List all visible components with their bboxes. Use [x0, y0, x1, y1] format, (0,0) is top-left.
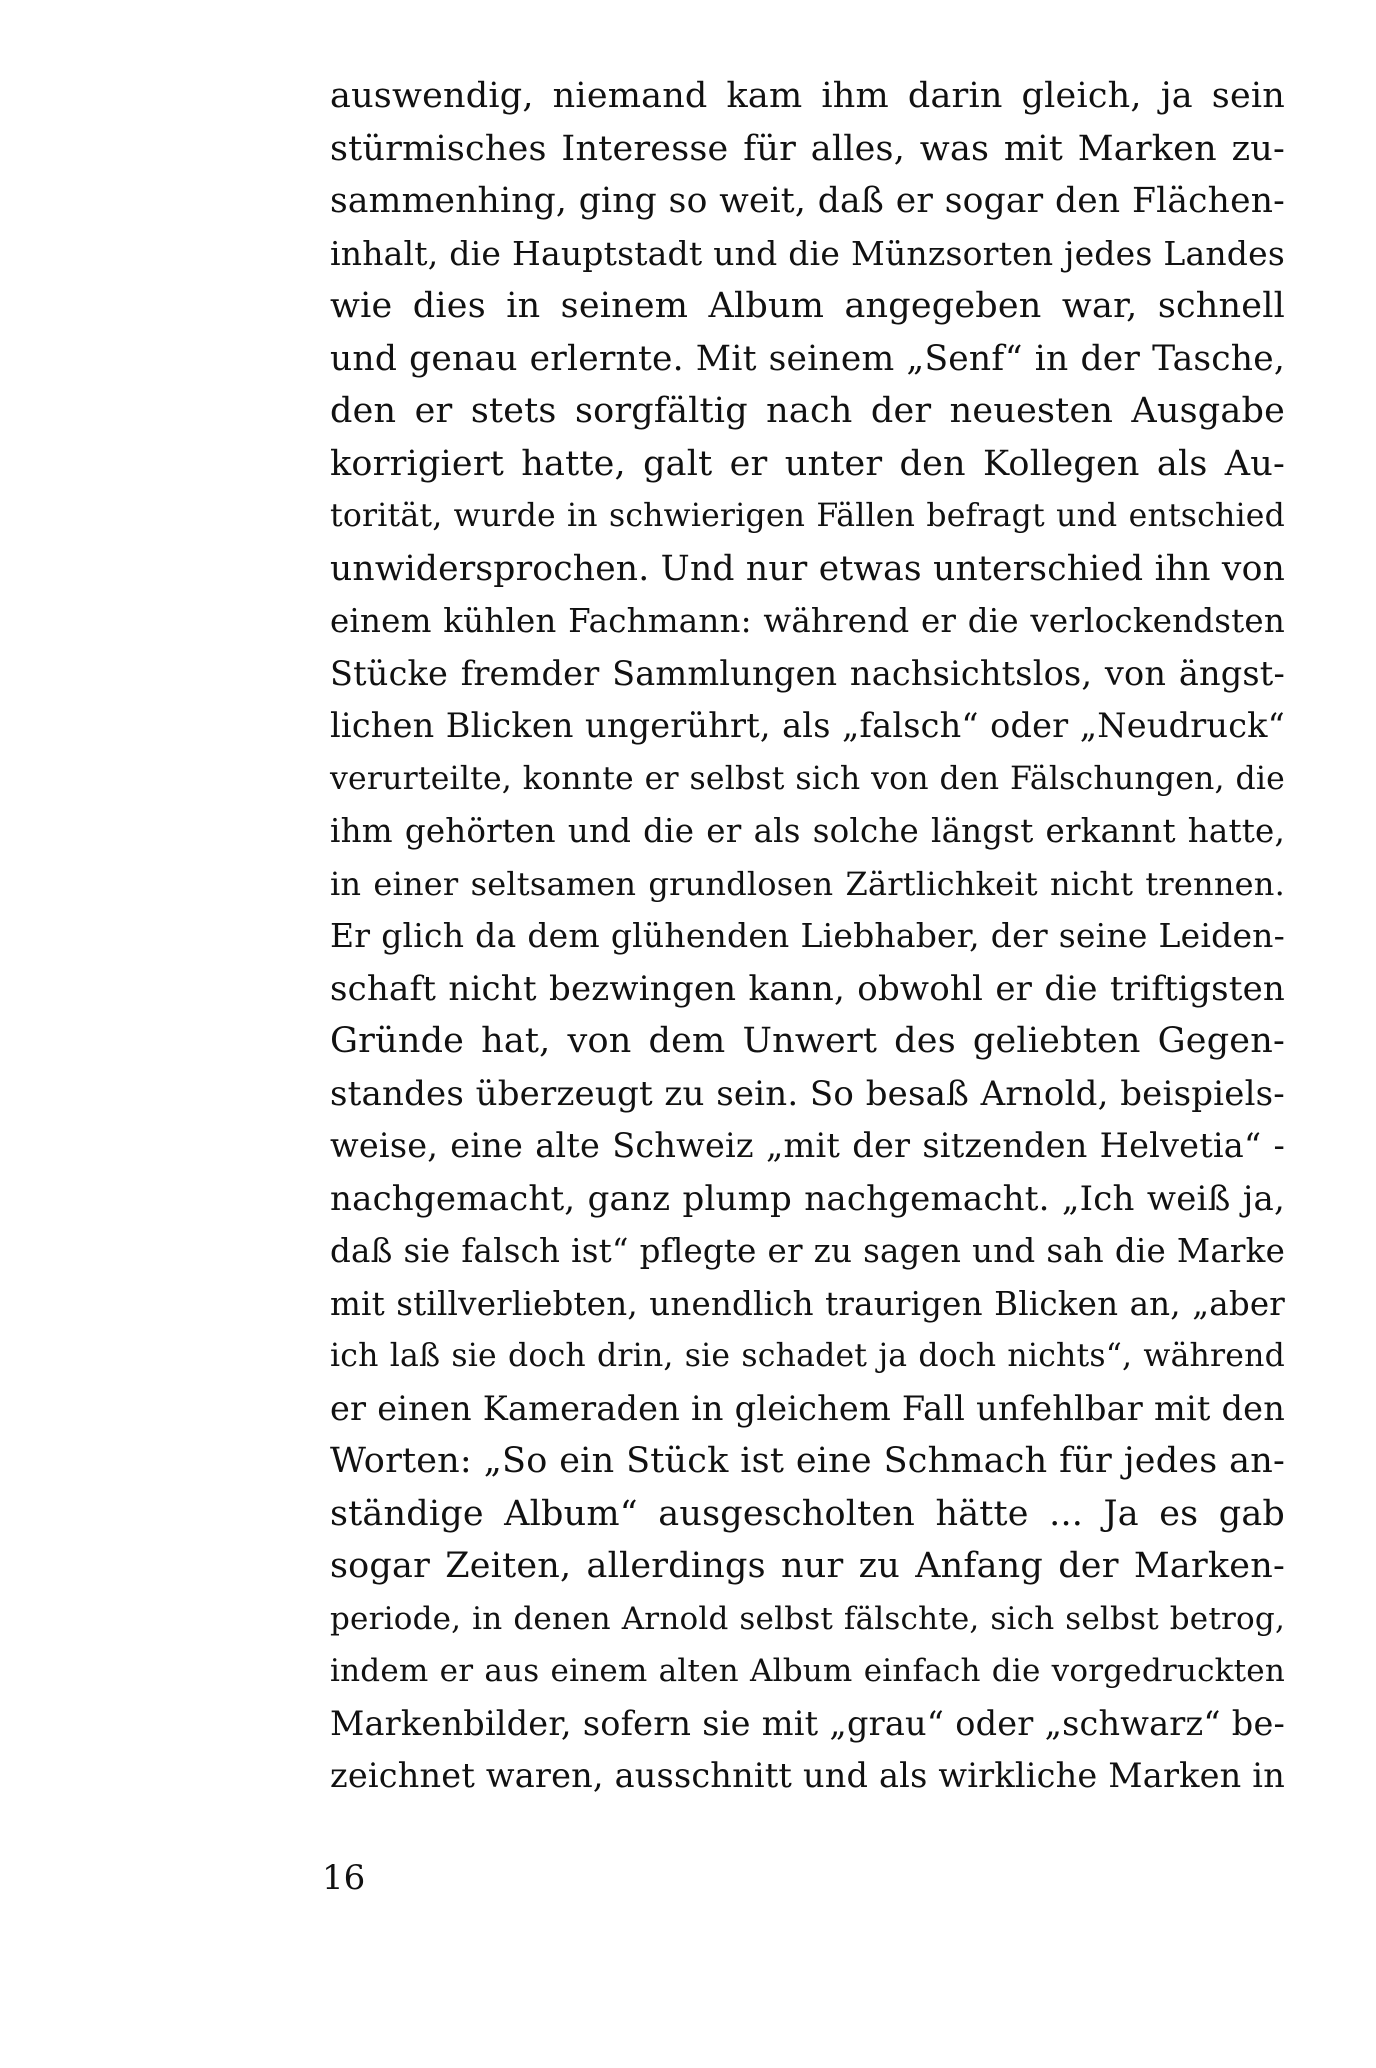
text-line-11: einem kühlen Fachmann: während er die verlockendsten [330, 602, 1285, 640]
text-line-30: periode, in denen Arnold selbst fälschte, sich selbst betrog, [330, 1600, 1285, 1637]
text-line-31: indem er aus einem alten Album einfach die vorgedruckten [330, 1653, 1285, 1689]
text-line-25: ich laß sie doch drin, sie schadet ja doch nichts“, während [330, 1338, 1285, 1374]
text-line-18: schaft nicht bezwingen kann, obwohl er die triftigsten [330, 968, 1285, 1009]
text-line-1: auswendig, niemand kam ihm darin gleich, ja sein [330, 76, 1285, 116]
text-line-32: Markenbilder, sofern sie mit „grau“ oder „schwarz“ be- [330, 1703, 1285, 1743]
text-line-13: lichen Blicken ungerührt, als „falsch“ oder „Neudruck“ [330, 706, 1285, 745]
text-line-16: in einer seltsamen grundlosen Zärtlichkeit nicht trennen. [330, 864, 1285, 903]
text-line-26: er einen Kameraden in gleichem Fall unfehlbar mit den [330, 1388, 1285, 1428]
text-line-6: und genau erlernte. Mit seinem „Senf“ in der Tasche, [330, 338, 1285, 379]
text-line-17: Er glich da dem glühenden Liebhaber, der seine Leiden- [330, 916, 1285, 955]
text-line-8: korrigiert hatte, galt er unter den Kollegen als Au- [330, 443, 1285, 484]
text-line-22: nachgemacht, ganz plump nachgemacht. „Ich weiß ja, [330, 1178, 1285, 1219]
text-line-14: verurteilte, konnte er selbst sich von den Fälschungen, die [330, 760, 1285, 797]
text-line-2: stürmisches Interesse für alles, was mit Marken zu- [330, 128, 1285, 169]
text-line-28: ständige Album“ ausgescholten hätte ... Ja es gab [330, 1493, 1285, 1534]
text-line-24: mit stillverliebten, unendlich traurigen Blicken an, „aber [330, 1284, 1285, 1323]
text-line-9: torität, wurde in schwierigen Fällen befragt und entschied [330, 498, 1285, 534]
text-line-29: sogar Zeiten, allerdings nur zu Anfang der Marken- [330, 1546, 1285, 1586]
text-line-15: ihm gehörten und die er als solche längst erkannt hatte, [330, 812, 1285, 850]
body-text [330, 70, 1285, 1803]
text-line-20: standes überzeugt zu sein. So besaß Arnold, beispiels- [330, 1073, 1285, 1114]
text-line-23: daß sie falsch ist“ pflegte er zu sagen und sah die Marke [330, 1232, 1285, 1270]
text-line-10: unwidersprochen. Und nur etwas unterschied ihn von [330, 548, 1285, 589]
text-line-21: weise, eine alte Schweiz „mit der sitzenden Helvetia“ - [330, 1126, 1285, 1165]
text-line-5: wie dies in seinem Album angegeben war, schnell [330, 286, 1285, 326]
text-line-7: den er stets sorgfältig nach der neuesten Ausgabe [330, 391, 1285, 431]
text-line-3: sammenhing, ging so weit, daß er sogar den Flächen- [330, 181, 1285, 221]
text-line-12: Stücke fremder Sammlungen nachsichtslos, von ängst- [330, 653, 1285, 693]
page-number: 16 [322, 1858, 366, 1898]
text-line-19: Gründe hat, von dem Unwert des geliebten Gegen- [330, 1021, 1285, 1061]
text-line-4: inhalt, die Hauptstadt und die Münzsorten jedes Landes [330, 233, 1285, 273]
text-line-33: zeichnet waren, ausschnitt und als wirkliche Marken in [330, 1756, 1285, 1795]
text-line-27: Worten: „So ein Stück ist eine Schmach für jedes an- [330, 1441, 1285, 1481]
